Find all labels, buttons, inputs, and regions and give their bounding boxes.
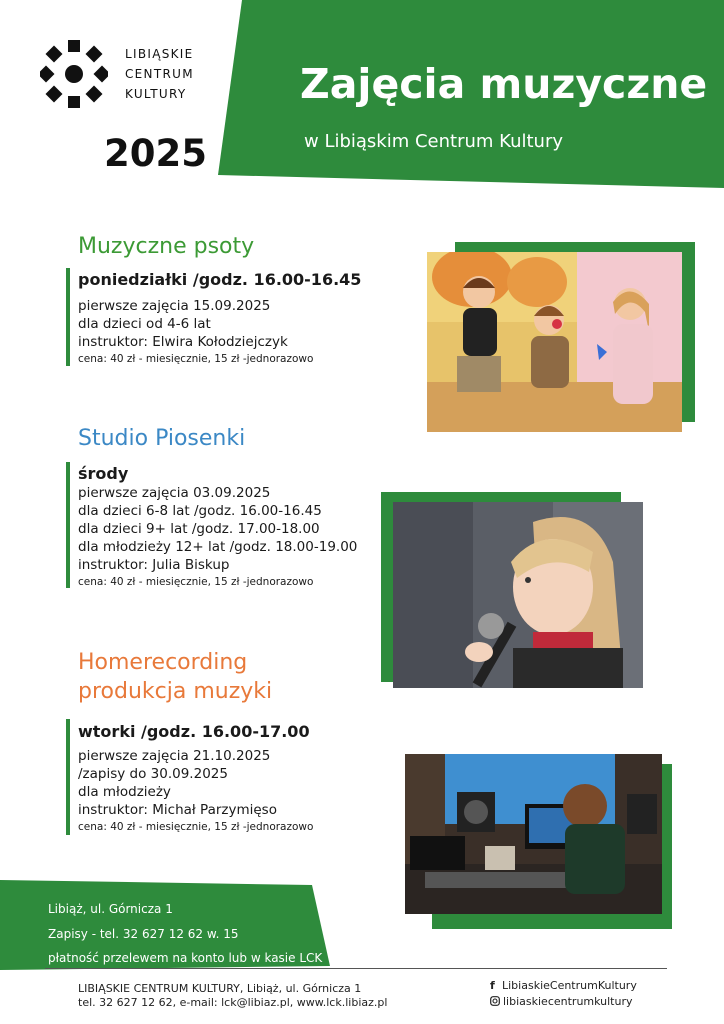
section-title-produkcja-muzyki: produkcja muzyki	[78, 679, 273, 704]
section-title-homerecording: Homerecording	[78, 650, 248, 675]
section-title-muzyczne-psoty: Muzyczne psoty	[78, 234, 255, 259]
section-title-studio-piosenki: Studio Piosenki	[78, 426, 246, 451]
section-detail: pierwsze zajęcia 21.10.2025	[78, 748, 271, 764]
facebook-handle: LibiaskieCentrumKultury	[502, 979, 637, 992]
logo-line: CENTRUM	[125, 67, 194, 81]
section-detail: dla młodzieży	[78, 784, 171, 800]
footer-phone: Zapisy - tel. 32 627 12 62 w. 15	[48, 927, 239, 941]
girl-singing-photo	[393, 502, 643, 688]
section-detail: pierwsze zajęcia 03.09.2025	[78, 485, 271, 501]
section-detail: dla dzieci 9+ lat /godz. 17.00-18.00	[78, 521, 320, 537]
footer-contact[interactable]: tel. 32 627 12 62, e-mail: lck@libiaz.pl, www.lck.libiaz.pl	[78, 996, 388, 1009]
year: 2025	[104, 132, 207, 175]
recording-studio-photo	[405, 754, 662, 914]
facebook-link[interactable]	[490, 979, 637, 992]
section-detail: dla młodzieży 12+ lat /godz. 18.00-19.00	[78, 539, 358, 555]
section-accent-bar	[66, 462, 70, 588]
footer-divider	[45, 968, 667, 969]
section-detail: instruktor: Michał Parzymięso	[78, 802, 277, 818]
footer-payment: płatność przelewem na konto lub w kasie LCK	[48, 951, 323, 965]
section-schedule: środy	[78, 464, 129, 483]
section-detail: pierwsze zajęcia 15.09.2025	[78, 298, 271, 314]
page-title: Zajęcia muzyczne	[300, 60, 708, 108]
section-price: cena: 40 zł - miesięcznie, 15 zł -jednorazowo	[78, 576, 314, 588]
section-accent-bar	[66, 719, 70, 835]
section-accent-bar	[66, 268, 70, 366]
footer-address: Libiąż, ul. Górnicza 1	[48, 902, 173, 916]
footer-institution-address: LIBIĄSKIE CENTRUM KULTURY, Libiąż, ul. Górnicza 1	[78, 982, 362, 995]
section-detail: instruktor: Julia Biskup	[78, 557, 230, 573]
instagram-icon	[490, 996, 500, 1006]
section-detail: dla dzieci od 4-6 lat	[78, 316, 211, 332]
logo-line: LIBIĄSKIE	[125, 47, 194, 61]
section-price: cena: 40 zł - miesięcznie, 15 zł -jednorazowo	[78, 353, 314, 365]
logo-wordmark	[125, 44, 194, 104]
section-price: cena: 40 zł - miesięcznie, 15 zł -jednorazowo	[78, 821, 314, 833]
page-subtitle: w Libiąskim Centrum Kultury	[304, 131, 563, 152]
facebook-icon: f	[490, 979, 495, 992]
section-detail: /zapisy do 30.09.2025	[78, 766, 228, 782]
logo-line: KULTURY	[125, 87, 187, 101]
section-schedule: poniedziałki /godz. 16.00-16.45	[78, 270, 362, 289]
section-detail: dla dzieci 6-8 lat /godz. 16.00-16.45	[78, 503, 322, 519]
children-bells-photo	[427, 252, 682, 432]
section-detail: instruktor: Elwira Kołodziejczyk	[78, 334, 288, 350]
section-schedule: wtorki /godz. 16.00-17.00	[78, 722, 310, 741]
instagram-handle: libiaskiecentrumkultury	[503, 995, 633, 1008]
instagram-link[interactable]	[490, 995, 633, 1008]
lck-logo-icon	[40, 40, 108, 108]
